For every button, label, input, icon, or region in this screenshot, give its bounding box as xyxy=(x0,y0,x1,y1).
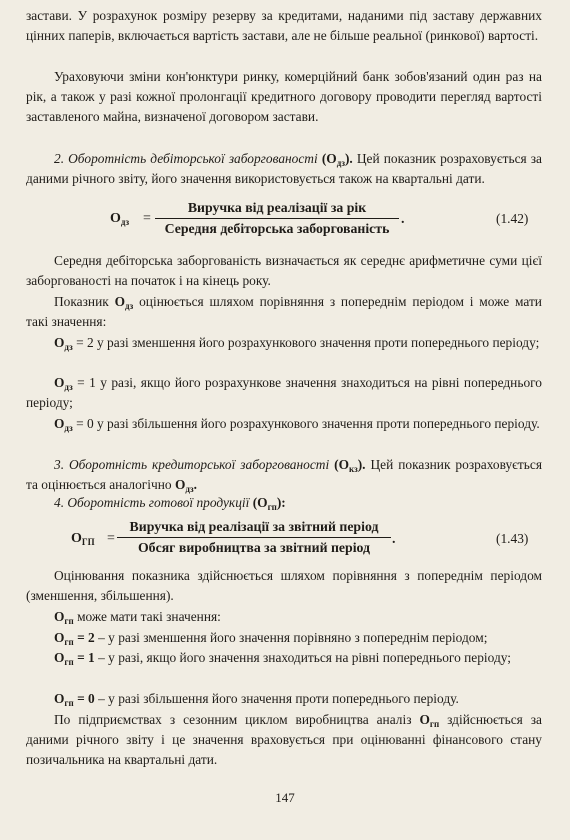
section-text: Цей показник розраховується за даними річного звіту, його значення використовується також на квартальні дати. xyxy=(26,151,542,186)
section-payables-turnover: 3. Оборотність кредиторської заборгованості $(О_{кз})$. Цей показник розраховується та оцінюється аналогічно $О_{дз}$. xyxy=(26,457,542,494)
paragraph-market-conditions xyxy=(26,67,542,127)
indicator-symbol: $О_{дз}$ xyxy=(54,375,73,392)
paragraph-average-receivables xyxy=(26,251,542,291)
paragraph-assessment xyxy=(26,566,542,606)
indicator-symbol: $О_{гп}$ xyxy=(419,712,440,729)
paragraph-text: застави. У розрахунок розміру резерву за кредитами, наданими під заставу державних цінних паперів, включається вартість застави, але не більше реальної (ринкової) вартості. xyxy=(26,8,542,43)
indicator-symbol: $О_{дз}$. xyxy=(174,477,197,494)
value-item-2: $О_{дз} = 2$ у разі зменшення його розрахункового значення проти попереднього періоду; xyxy=(54,335,540,352)
value-item-1: $О_{дз} = 1$ у разі, якщо його розрахункове значення знаходиться на рівні попереднього періоду; xyxy=(26,375,542,410)
formula-equals: = xyxy=(143,211,151,226)
paragraph-text: Оцінювання показника здійснюється шляхом порівняння з попереднім періодом (зменшення, збільшення). xyxy=(26,568,542,603)
indicator-symbol: $О_{дз}$ xyxy=(114,294,134,311)
paragraph-values-intro: $О_{гп}$ може мати такі значення: xyxy=(54,609,221,626)
fraction-bar xyxy=(155,218,399,219)
indicator-symbol: $(О_{гп})$: xyxy=(252,495,286,512)
formula-number: (1.43) xyxy=(496,531,529,546)
formula-lhs: $О_{дз}$ xyxy=(110,211,130,227)
formula-denominator: Середня дебіторська заборгованість xyxy=(164,221,390,236)
paragraph-collateral xyxy=(26,6,542,46)
formula-denominator: Обсяг виробництва за звітний період xyxy=(137,540,371,555)
formula-fraction xyxy=(155,199,399,238)
formula-number: (1.42) xyxy=(496,211,529,226)
goods-value-item-1: $О_{гп} = 1 - у$ разі, якщо його значення знаходиться на рівні попереднього періоду; xyxy=(54,650,512,667)
formula-numerator: Виручка від реалізації за звітний період xyxy=(129,519,379,534)
indicator-symbol: $О_{дз}$ xyxy=(54,416,73,433)
paragraph-text: Ураховуючи зміни кон'юнктури ринку, комерційний банк зобов'язаний один раз на рік, а також у разі кожної пролонгації кредитного договору проводити перегляд вартості заставленого майна, визначеної договором застави. xyxy=(26,69,542,124)
indicator-symbol: $О_{гп} = 1$ xyxy=(54,650,95,667)
indicator-symbol: $О_{дз}$ xyxy=(54,335,73,352)
fraction-bar xyxy=(117,537,391,538)
indicator-symbol: $О_{гп} = 2$ xyxy=(54,630,95,647)
indicator-symbol: $О_{гп} = 0$ xyxy=(54,691,95,708)
goods-value-item-2: $О_{гп} = 2 - у$ разі зменшення його значення порівняно з попереднім періодом; xyxy=(54,630,488,647)
section-title: 3. Оборотність кредиторської заборгованості xyxy=(54,457,330,472)
section-receivables-turnover xyxy=(26,149,542,189)
formula-dot: . xyxy=(392,532,396,547)
page-number: 147 xyxy=(275,790,295,805)
formula-lhs: $О_{ГП}$ xyxy=(71,531,95,547)
paragraph-seasonal: По підприємствах з сезонним циклом виробництва аналіз $О_{гп}$ здійснюється за даними річного звіту і це значення враховується при оцінюванні фінансового стану позичальника на квартальні дати. xyxy=(26,712,542,767)
formula-dot: . xyxy=(401,212,405,227)
formula-1-42 xyxy=(0,199,570,239)
value-item-0: $О_{дз} = 0$ у разі збільшення його розрахункового значення проти попереднього періоду. xyxy=(54,416,540,433)
indicator-symbol: $О_{гп}$ xyxy=(54,609,74,626)
formula-equals: = xyxy=(107,531,115,546)
paragraph-evaluation: Показник $О_{дз}$ оцінюється шляхом порівняння з попереднім періодом і може мати такі значення: xyxy=(26,294,542,329)
formula-1-43 xyxy=(0,518,570,558)
section-title: 4. Оборотність готової продукції xyxy=(54,495,250,510)
section-finished-goods-turnover xyxy=(26,493,542,513)
section-title: 2. Оборотність дебіторської заборгованості xyxy=(54,151,318,166)
indicator-symbol: $(О_{кз})$. xyxy=(334,457,366,474)
formula-fraction xyxy=(117,518,391,557)
goods-value-item-0: $О_{гп} = 0 - у$ разі збільшення його значення проти попереднього періоду. xyxy=(54,691,459,708)
paragraph-text: Середня дебіторська заборгованість визначається як середнє арифметичне суми цієї заборгованості на початок і на кінець року. xyxy=(26,253,542,288)
formula-numerator: Виручка від реалізації за рік xyxy=(187,200,367,215)
indicator-symbol: $(О_{дз})$. xyxy=(321,151,353,168)
